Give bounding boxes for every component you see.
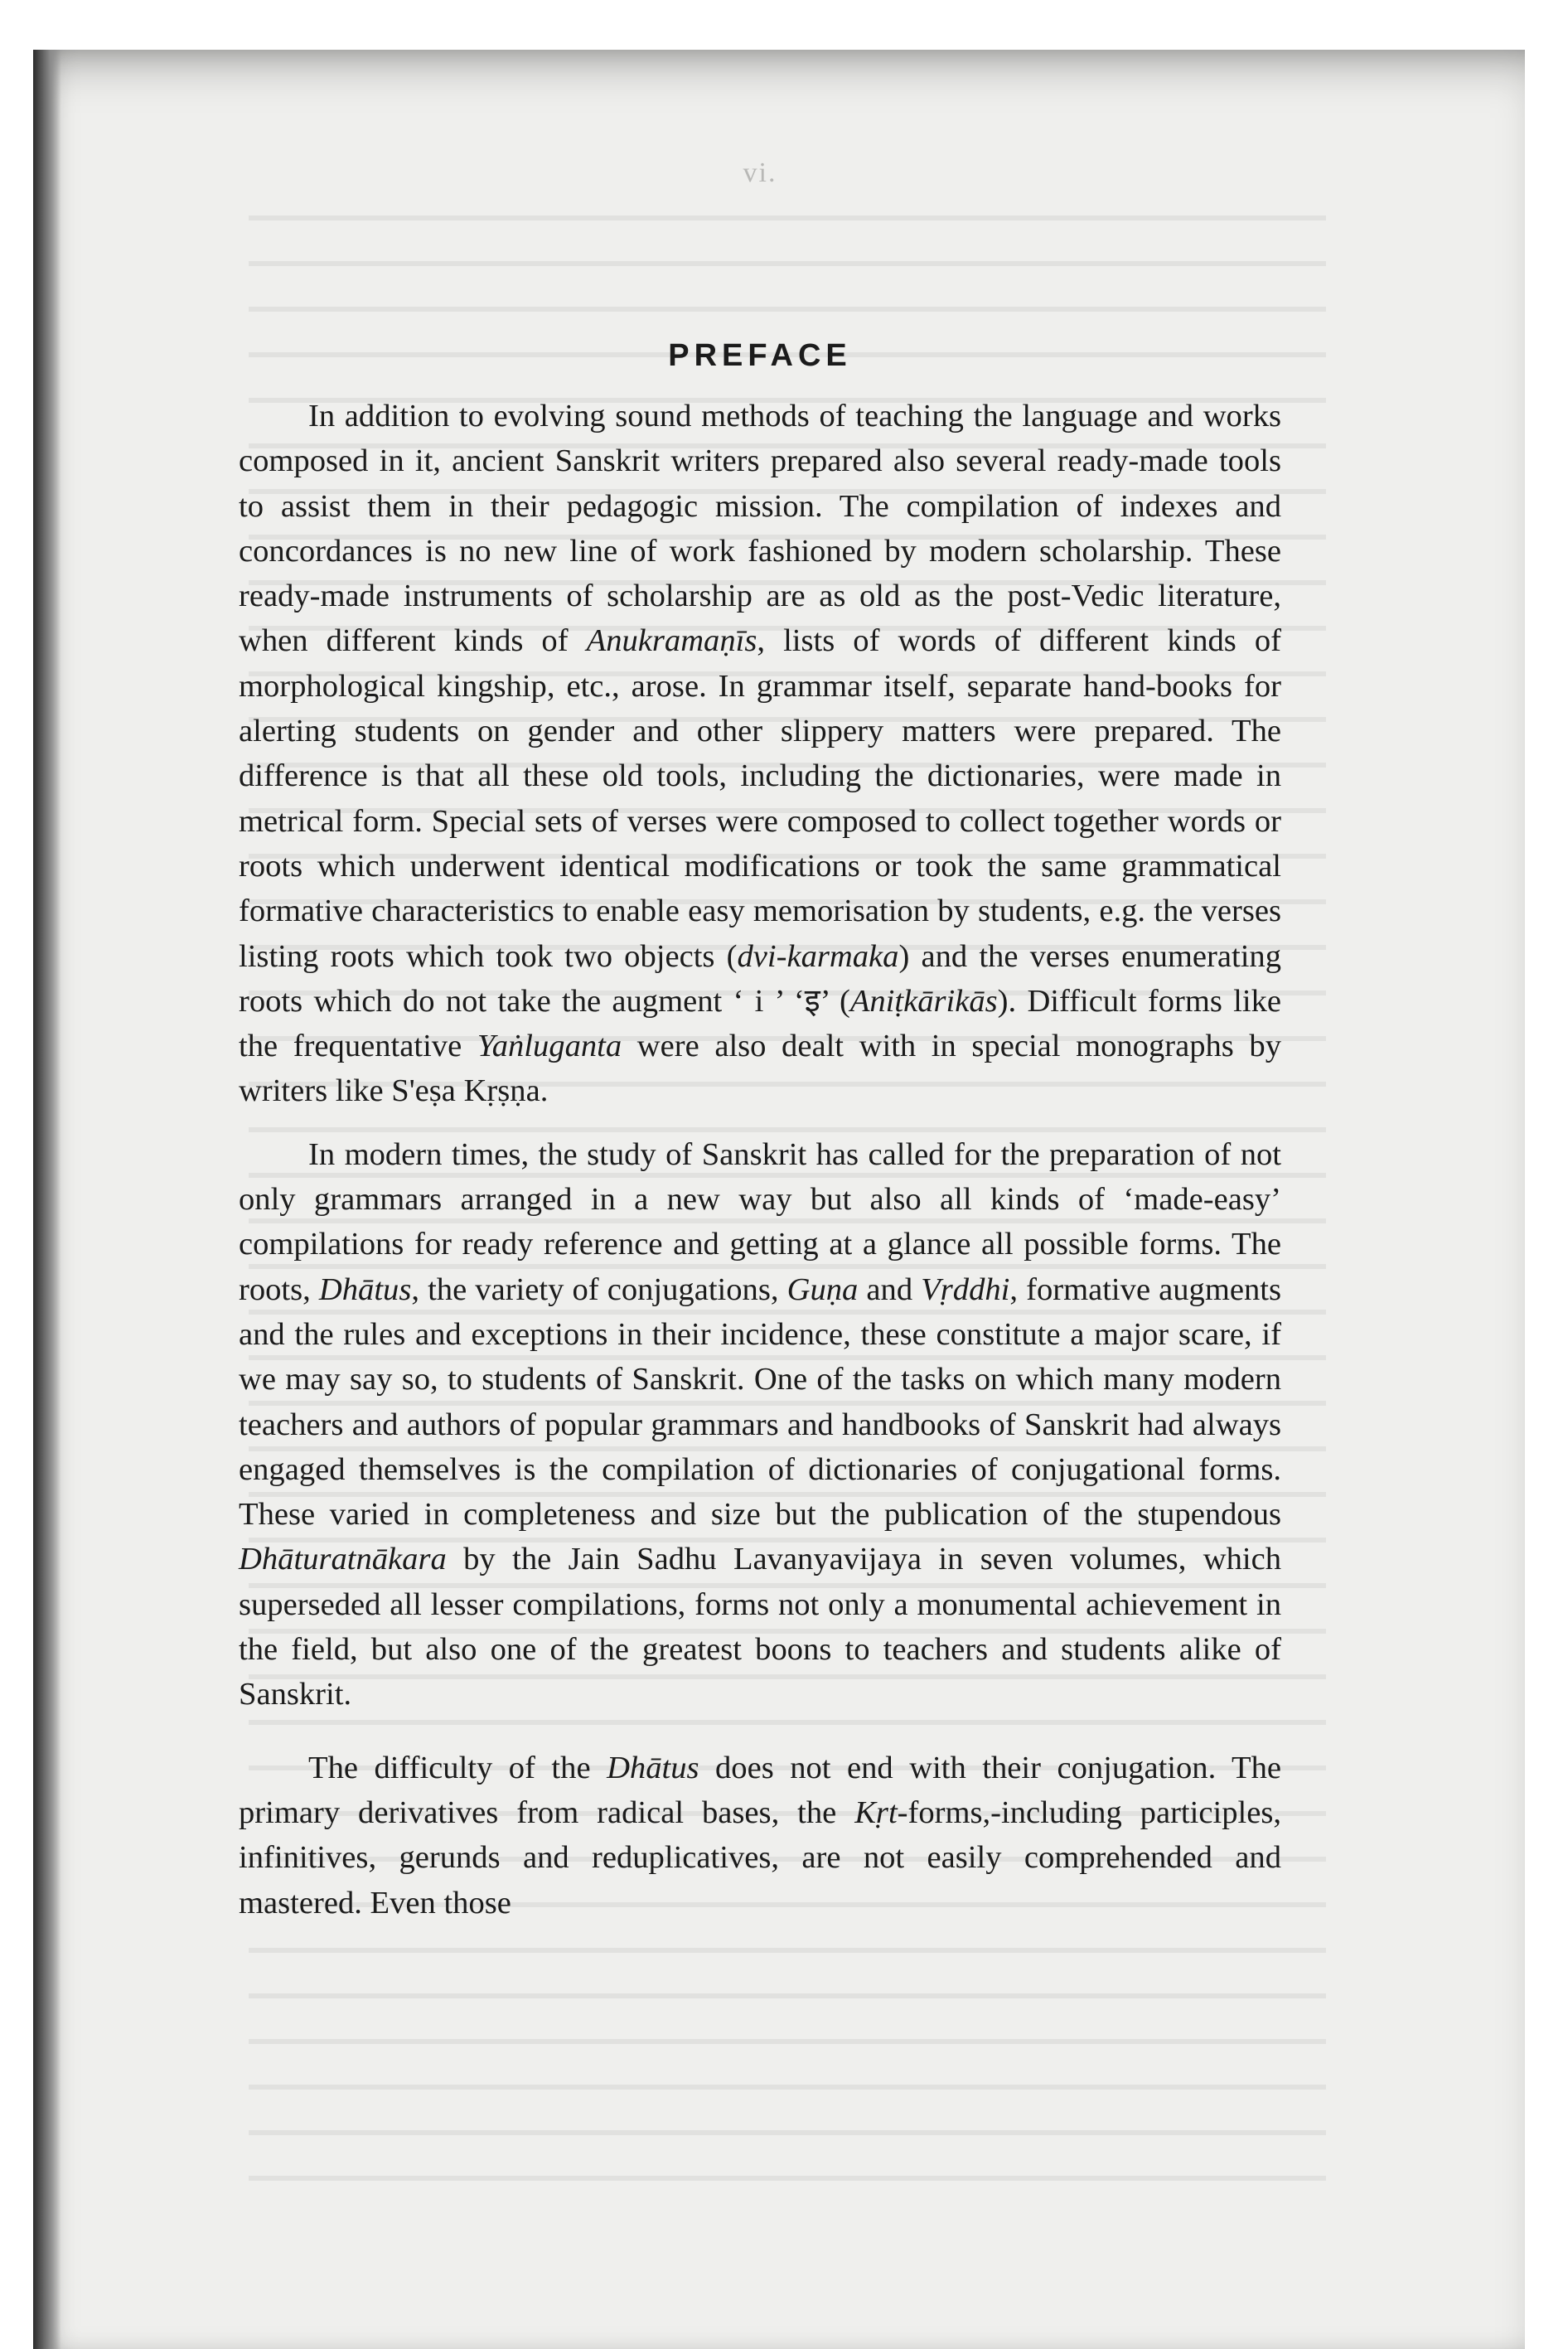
text-run: were also dealt with in special monographs by writers like S'eṣa Kṛṣṇa. xyxy=(239,1029,1281,1109)
italic-term: Aniṭkārikās xyxy=(849,983,998,1019)
text-run: , lists of words of different kinds of morphological kingship, etc., arose. In grammar itself, separate hand-books for alerting students on gender and other slippery matters were prepared. The difference is that all these old tools, including the dictionaries, were made in metrical form. Special sets of verses were composed to collect together words or roots which underwent identical modifications or took the same grammatical formative characteristics to enable easy memorisation by students, e.g. the verses listing roots which took two objects ( xyxy=(239,623,1281,974)
text-run: The difficulty of the xyxy=(308,1750,607,1785)
italic-term: Yaṅluganta xyxy=(477,1029,622,1064)
book-spine-shadow xyxy=(33,50,61,2349)
italic-term: Dhātus xyxy=(318,1271,412,1307)
text-run: , formative augments and the rules and exceptions in their incidence, these constitute a major scare, if we may say so, to students of Sanskrit. One of the tasks on which many modern teachers and authors of popular grammars and handbooks of Sanskrit had always engaged themselves is the compilation of dictionaries of conjugational forms. These varied in completeness and size but the publication of the stupendous xyxy=(239,1271,1281,1533)
paragraph-1 xyxy=(239,394,1281,1114)
page-number: vi. xyxy=(743,157,777,188)
italic-term: Kṛt xyxy=(854,1794,898,1830)
text-run: does not end with their conjugation. The primary derivatives from radical bases, the xyxy=(239,1750,1281,1830)
paragraph-3 xyxy=(239,1746,1281,1925)
italic-term: Dhātus xyxy=(607,1750,699,1785)
text-run: and xyxy=(858,1271,922,1307)
italic-term: Anukramaṇīs xyxy=(586,623,757,659)
text-run: , the variety of conjugations, xyxy=(411,1271,787,1307)
italic-term: Dhāturatnākara xyxy=(239,1542,447,1577)
italic-term: Vṛddhi xyxy=(921,1271,1010,1307)
italic-term: dvi-karmaka xyxy=(737,938,899,974)
text-run: by the Jain Sadhu Lavanyavijaya in seven volumes, which superseded all lesser compilations, forms not only a monumental achievement in the field, but also one of the greatest boons to teachers and students alike of Sanskrit. xyxy=(239,1542,1281,1712)
page-content xyxy=(239,157,1281,1925)
text-run: ) and the verses enumerating roots which do not take the augment ‘ i ’ ‘इ’ ( xyxy=(239,938,1281,1019)
paragraph-2 xyxy=(239,1132,1281,1717)
italic-term: Guṇa xyxy=(786,1271,859,1307)
text-run: ). Difficult forms like the frequentative xyxy=(239,983,1282,1064)
text-run: -forms,-including participles, infinitives, gerunds and reduplicatives, are not easily comprehended and mastered. Even those xyxy=(239,1794,1281,1920)
text-run: In modern times, the study of Sanskrit has called for the preparation of not only grammars arranged in a new way but also all kinds of ‘made-easy’ compilations for ready reference and getting at a glance all possible forms. The roots, xyxy=(239,1136,1281,1307)
preface-heading: PREFACE xyxy=(668,338,852,373)
text-run: In addition to evolving sound methods of teaching the language and works composed in it, ancient Sanskrit writers prepared also several ready-made tools to assist them in their pedagogic mission. The compilation of indexes and concordances is no new line of work fashioned by modern scholarship. These ready-made instruments of scholarship are as old as the post-Vedic literature, when different kinds of xyxy=(239,399,1281,659)
